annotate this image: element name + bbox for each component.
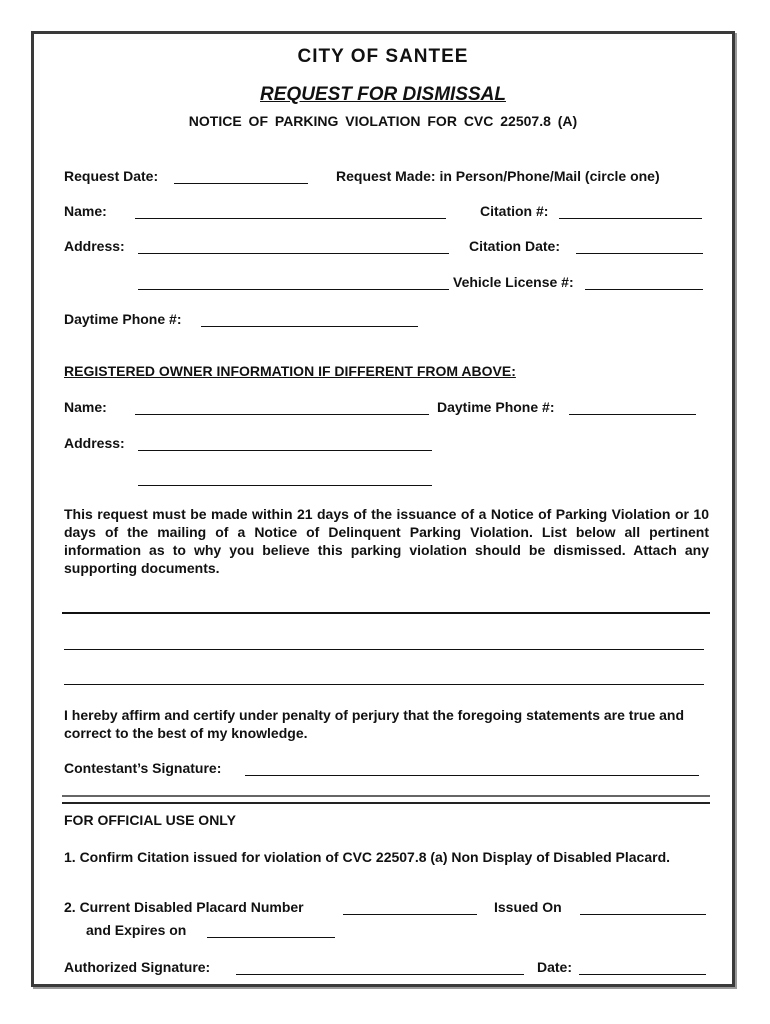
- explanation-line-3[interactable]: [64, 684, 704, 685]
- owner-name-label: Name:: [64, 399, 107, 415]
- official-date-label: Date:: [537, 959, 573, 975]
- request-date-label: Request Date:: [64, 168, 159, 184]
- authorized-signature-field[interactable]: [236, 974, 524, 975]
- owner-address-field-2[interactable]: [138, 485, 432, 486]
- city-name: CITY OF SANTEE: [297, 46, 469, 67]
- authorized-signature-label: Authorized Signature:: [64, 959, 211, 975]
- citation-number-field[interactable]: [559, 218, 702, 219]
- official-date-field[interactable]: [579, 974, 706, 975]
- placard-number-field[interactable]: [343, 914, 477, 915]
- explanation-line-2[interactable]: [64, 649, 704, 650]
- request-made-label: Request Made: in Person/Phone/Mail (circle one): [336, 168, 660, 184]
- form-subtitle: NOTICE OF PARKING VIOLATION FOR CVC 22507.8 (A): [188, 113, 578, 129]
- address-label: Address:: [64, 238, 125, 254]
- owner-address-label: Address:: [64, 435, 125, 451]
- contestant-signature-label: Contestant’s Signature:: [64, 760, 222, 776]
- expires-on-label: and Expires on: [86, 922, 187, 938]
- issued-on-label: Issued On: [494, 899, 562, 915]
- citation-date-field[interactable]: [576, 253, 703, 254]
- form-page: [31, 31, 735, 987]
- address-field-2[interactable]: [138, 289, 449, 290]
- citation-number-label: Citation #:: [480, 203, 549, 219]
- address-field-1[interactable]: [138, 253, 449, 254]
- contestant-signature-field[interactable]: [245, 775, 699, 776]
- owner-address-field-1[interactable]: [138, 450, 432, 451]
- instructions-paragraph: This request must be made within 21 days of the issuance of a Notice of Parking Violation or 10 days of the mailing of a Notice of Delinquent Parking Violation. List below all pertinent information as to why you believe this parking violation should be dismissed. Attach any supporting documents.: [64, 506, 709, 576]
- explanation-line-1[interactable]: [62, 612, 710, 614]
- daytime-phone-field[interactable]: [201, 326, 418, 327]
- request-date-field[interactable]: [174, 183, 308, 184]
- owner-name-field[interactable]: [135, 414, 429, 415]
- official-item-1: 1. Confirm Citation issued for violation of CVC 22507.8 (a) Non Display of Disabled Placard.: [64, 849, 671, 865]
- citation-date-label: Citation Date:: [469, 238, 560, 254]
- placard-number-label: 2. Current Disabled Placard Number: [64, 899, 304, 915]
- name-field[interactable]: [135, 218, 446, 219]
- owner-section-heading: REGISTERED OWNER INFORMATION IF DIFFERENT FROM ABOVE:: [64, 363, 516, 379]
- name-label: Name:: [64, 203, 107, 219]
- vehicle-license-field[interactable]: [585, 289, 703, 290]
- owner-daytime-phone-field[interactable]: [569, 414, 696, 415]
- affirmation-paragraph: I hereby affirm and certify under penalty of perjury that the foregoing statements are true and correct to the best of my knowledge.: [64, 707, 685, 741]
- daytime-phone-label: Daytime Phone #:: [64, 311, 182, 327]
- official-use-heading: FOR OFFICIAL USE ONLY: [64, 812, 236, 828]
- expires-on-field[interactable]: [207, 937, 335, 938]
- owner-daytime-phone-label: Daytime Phone #:: [437, 399, 555, 415]
- section-divider: [62, 795, 710, 804]
- form-title: REQUEST FOR DISMISSAL: [260, 84, 506, 105]
- vehicle-license-label: Vehicle License #:: [453, 274, 574, 290]
- issued-on-field[interactable]: [580, 914, 706, 915]
